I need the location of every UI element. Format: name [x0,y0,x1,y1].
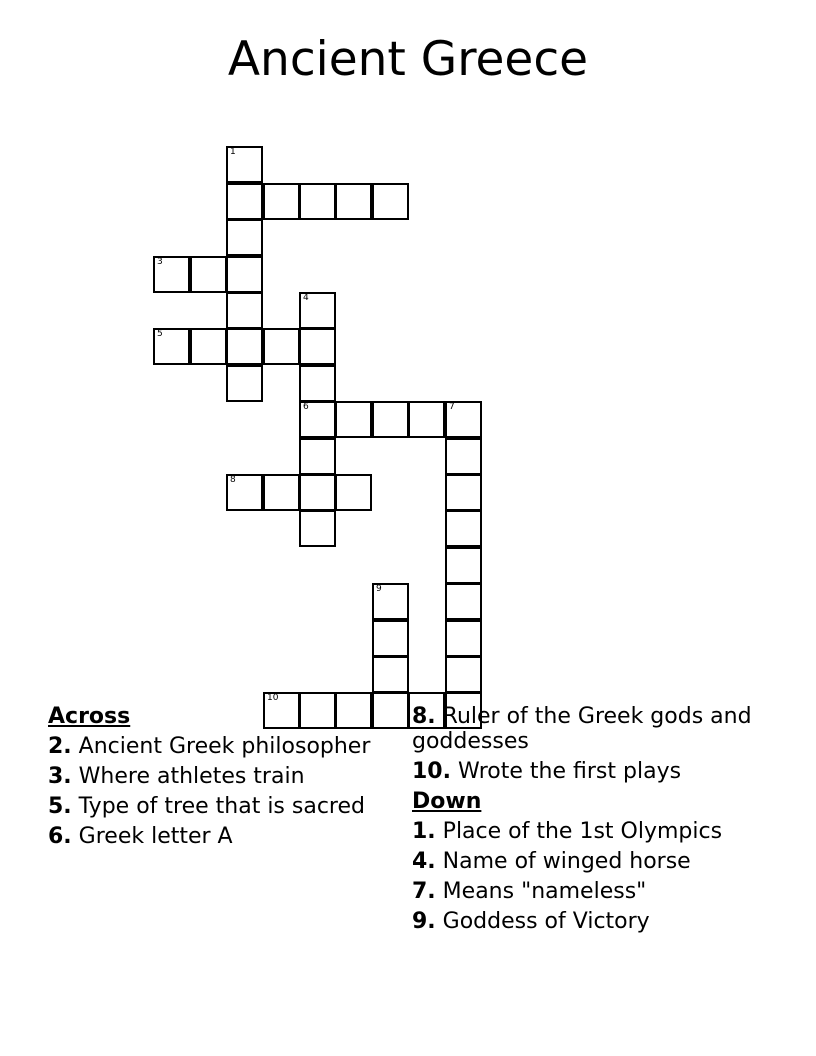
clue-text: Ruler of the Greek gods and goddesses [412,704,752,754]
crossword-cell[interactable] [299,365,336,402]
crossword-cell[interactable] [226,219,263,256]
cell-number: 10 [267,693,279,703]
across-heading: Across [48,704,131,729]
across-clue-2 [48,734,378,759]
crossword-cell[interactable] [226,328,263,365]
crossword-cell[interactable] [226,365,263,402]
crossword-cell[interactable] [299,510,336,547]
cell-number: 9 [376,584,382,594]
clue-text: Where athletes train [78,764,305,789]
crossword-cell[interactable] [445,547,482,584]
clue-text: Ancient Greek philosopher [78,734,371,759]
crossword-cell[interactable] [263,183,300,220]
crossword-cell[interactable] [153,328,190,365]
clue-number: 4. [412,849,436,874]
crossword-cell[interactable] [263,328,300,365]
crossword-cell[interactable] [372,183,409,220]
crossword-cell[interactable] [153,256,190,293]
cell-number: 7 [449,402,455,412]
clue-number: 6. [48,824,72,849]
clues-left-column [48,704,378,854]
clue-text: Greek letter A [78,824,233,849]
crossword-cell[interactable] [445,474,482,511]
crossword-cell[interactable] [445,656,482,693]
across-clue-3 [48,764,378,789]
crossword-cell[interactable] [372,583,409,620]
across-clue-8 [412,704,772,754]
cell-number: 5 [157,329,163,339]
crossword-cell[interactable] [445,438,482,475]
crossword-cell[interactable] [335,401,372,438]
crossword-cell[interactable] [263,474,300,511]
clue-number: 7. [412,879,436,904]
clue-text: Type of tree that is sacred [78,794,365,819]
down-clue-7 [412,879,772,904]
crossword-cell[interactable] [299,183,336,220]
crossword-cell[interactable] [445,510,482,547]
clue-text: Goddess of Victory [442,909,650,934]
crossword-cell[interactable] [226,183,263,220]
crossword-cell[interactable] [372,401,409,438]
cell-number: 1 [230,147,236,157]
crossword-cell[interactable] [335,474,372,511]
down-clue-9 [412,909,772,934]
clue-text: Name of winged horse [442,849,691,874]
crossword-cell[interactable] [190,256,227,293]
crossword-cell[interactable] [445,620,482,657]
crossword-cell[interactable] [445,401,482,438]
cell-number: 6 [303,402,309,412]
clue-number: 8. [412,704,436,729]
across-clue-6 [48,824,378,849]
crossword-cell[interactable] [226,146,263,183]
crossword-cell[interactable] [408,401,445,438]
crossword-cell[interactable] [335,183,372,220]
crossword-cell[interactable] [226,474,263,511]
across-clue-10 [412,759,772,784]
clue-text: Wrote the first plays [457,759,682,784]
crossword-cell[interactable] [299,474,336,511]
crossword-cell[interactable] [299,292,336,329]
crossword-cell[interactable] [226,292,263,329]
cell-number: 8 [230,475,236,485]
crossword-cell[interactable] [299,328,336,365]
down-clue-1 [412,819,772,844]
clue-text: Place of the 1st Olympics [442,819,723,844]
crossword-cell[interactable] [226,256,263,293]
clue-number: 3. [48,764,72,789]
down-heading: Down [412,789,482,814]
clue-number: 9. [412,909,436,934]
down-clue-4 [412,849,772,874]
crossword-cell[interactable] [190,328,227,365]
clue-number: 5. [48,794,72,819]
crossword-cell[interactable] [299,438,336,475]
clues-right-column [412,704,772,939]
clue-number: 10. [412,759,451,784]
across-clue-5 [48,794,378,819]
clue-number: 2. [48,734,72,759]
crossword-cell[interactable] [372,620,409,657]
cell-number: 3 [157,257,163,267]
clue-text: Means "nameless" [442,879,647,904]
crossword-cell[interactable] [372,656,409,693]
cell-number: 4 [303,293,309,303]
clue-number: 1. [412,819,436,844]
crossword-cell[interactable] [445,583,482,620]
page-title: Ancient Greece [227,32,589,87]
crossword-cell[interactable] [299,401,336,438]
